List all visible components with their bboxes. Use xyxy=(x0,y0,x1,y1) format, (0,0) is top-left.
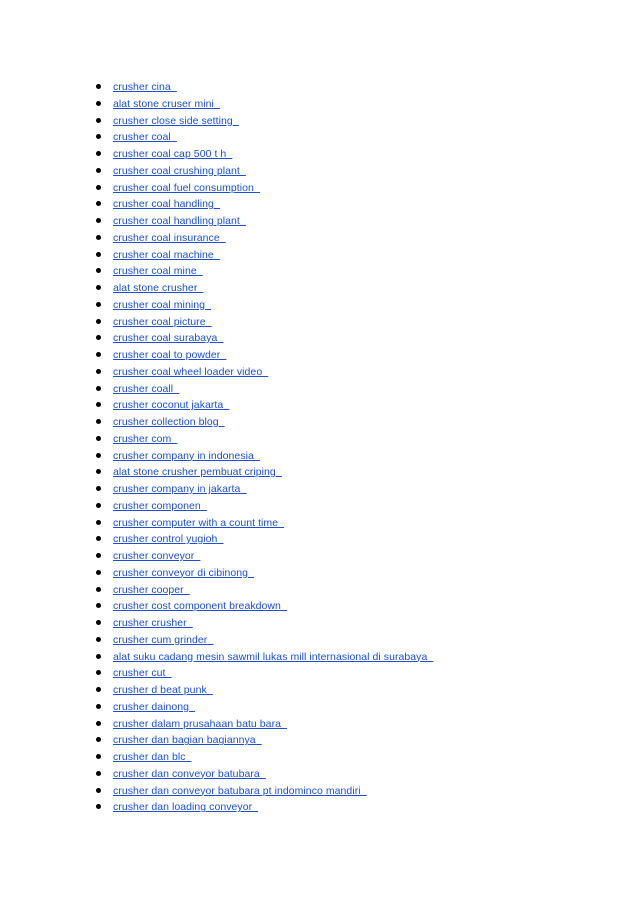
list-link[interactable]: crusher coal handling xyxy=(113,198,214,211)
list-link[interactable]: crusher cut xyxy=(113,667,166,680)
bullet-icon xyxy=(96,704,101,709)
list-item xyxy=(96,296,433,313)
list-link[interactable]: crusher coal insurance xyxy=(113,231,220,244)
bullet-icon xyxy=(96,235,101,240)
bullet-icon xyxy=(96,654,101,659)
list-item xyxy=(96,731,433,748)
list-link[interactable]: crusher coal fuel consumption xyxy=(113,181,254,194)
list-item xyxy=(96,597,433,614)
bullet-icon xyxy=(96,469,101,474)
list-item xyxy=(96,581,433,598)
list-link[interactable]: alat stone crusher xyxy=(113,282,198,294)
list-item xyxy=(96,262,433,279)
list-item xyxy=(96,380,433,397)
list-link[interactable]: crusher coconut jakarta xyxy=(113,399,224,412)
list-item xyxy=(96,212,433,229)
list-link[interactable]: crusher coal machine xyxy=(113,248,214,261)
list-link[interactable]: crusher control yugioh xyxy=(113,533,218,546)
bullet-icon xyxy=(96,218,101,223)
bullet-icon xyxy=(96,453,101,458)
list-link[interactable]: crusher coal xyxy=(113,131,171,144)
bullet-icon xyxy=(96,536,101,541)
bullet-icon xyxy=(96,335,101,340)
bullet-icon xyxy=(96,436,101,441)
bullet-icon xyxy=(96,302,101,307)
list-link[interactable]: crusher cost component breakdown xyxy=(113,600,281,613)
list-item xyxy=(96,497,433,514)
list-link[interactable]: crusher coal to powder xyxy=(113,349,221,361)
bullet-icon xyxy=(96,386,101,391)
list-item xyxy=(96,681,433,698)
list-item xyxy=(96,313,433,330)
bullet-icon xyxy=(96,84,101,89)
list-link[interactable]: crusher d beat punk xyxy=(113,684,207,696)
list-link[interactable]: crusher coal surabaya xyxy=(113,332,218,345)
list-link[interactable]: crusher componen xyxy=(113,499,201,512)
list-item xyxy=(96,447,433,464)
list-item xyxy=(96,78,433,95)
list-item xyxy=(96,112,433,129)
list-item xyxy=(96,530,433,547)
bullet-icon xyxy=(96,151,101,156)
list-item xyxy=(96,430,433,447)
list-link[interactable]: crusher coal cap 500 t h xyxy=(113,148,227,160)
list-link[interactable]: crusher collection blog xyxy=(113,416,219,428)
list-link[interactable]: crusher conveyor di cibinong xyxy=(113,566,249,579)
list-item xyxy=(96,179,433,196)
list-link[interactable]: crusher crusher xyxy=(113,617,187,629)
list-link[interactable]: crusher dan conveyor batubara xyxy=(113,767,260,780)
bullet-icon xyxy=(96,587,101,592)
list-link[interactable]: crusher close side setting xyxy=(113,114,233,127)
list-item xyxy=(96,413,433,430)
bullet-icon xyxy=(96,118,101,123)
bullet-icon xyxy=(96,637,101,642)
list-link[interactable]: crusher coal wheel loader video xyxy=(113,365,263,378)
list-link[interactable]: alat stone crusher pembuat criping xyxy=(113,466,276,479)
list-item xyxy=(96,145,433,162)
list-item xyxy=(96,279,433,296)
list-link[interactable]: crusher coal picture xyxy=(113,315,206,328)
list-item xyxy=(96,162,433,179)
list-link[interactable]: crusher coal mining xyxy=(113,298,205,311)
bullet-icon xyxy=(96,101,101,106)
list-item xyxy=(96,396,433,413)
list-item xyxy=(96,631,433,648)
bullet-icon xyxy=(96,352,101,357)
bullet-icon xyxy=(96,503,101,508)
bullet-icon xyxy=(96,185,101,190)
bullet-icon xyxy=(96,319,101,324)
list-link[interactable]: crusher coal crushing plant xyxy=(113,164,240,177)
bullet-icon xyxy=(96,737,101,742)
list-item xyxy=(96,195,433,212)
bullet-icon xyxy=(96,670,101,675)
bullet-icon xyxy=(96,620,101,625)
list-item xyxy=(96,782,433,799)
bullet-icon xyxy=(96,570,101,575)
bullet-icon xyxy=(96,553,101,558)
list-link[interactable]: crusher coall xyxy=(113,382,174,395)
bullet-icon xyxy=(96,804,101,809)
list-link[interactable]: crusher cum grinder xyxy=(113,633,208,646)
bullet-icon xyxy=(96,687,101,692)
list-link[interactable]: crusher computer with a count time xyxy=(113,516,279,529)
list-item xyxy=(96,765,433,782)
list-item xyxy=(96,128,433,145)
list-link[interactable]: crusher cina xyxy=(113,81,171,93)
list-link[interactable]: crusher company in jakarta xyxy=(113,483,241,495)
list-item xyxy=(96,648,433,665)
list-link[interactable]: crusher com xyxy=(113,432,172,445)
list-item xyxy=(96,547,433,564)
bullet-icon xyxy=(96,754,101,759)
list-item xyxy=(96,246,433,263)
list-link[interactable]: crusher dan conveyor batubara pt indominco mandiri xyxy=(113,784,361,797)
list-item xyxy=(96,798,433,815)
list-link[interactable]: crusher dan loading conveyor xyxy=(113,801,253,814)
list-item xyxy=(96,698,433,715)
bullet-icon xyxy=(96,168,101,173)
list-item xyxy=(96,346,433,363)
list-link[interactable]: crusher dan bagian bagiannya xyxy=(113,734,256,747)
bullet-icon xyxy=(96,486,101,491)
bullet-icon xyxy=(96,402,101,407)
list-link[interactable]: crusher dainong xyxy=(113,700,190,713)
list-item xyxy=(96,664,433,681)
link-list xyxy=(96,78,433,815)
list-link[interactable]: alat suku cadang mesin sawmil lukas mill internasional di surabaya xyxy=(113,650,428,663)
bullet-icon xyxy=(96,771,101,776)
list-link[interactable]: crusher conveyor xyxy=(113,550,195,562)
list-item xyxy=(96,564,433,581)
list-link[interactable]: crusher coal mine xyxy=(113,265,197,278)
list-item xyxy=(96,95,433,112)
bullet-icon xyxy=(96,268,101,273)
list-item xyxy=(96,514,433,531)
list-item xyxy=(96,229,433,246)
list-item xyxy=(96,363,433,380)
bullet-icon xyxy=(96,721,101,726)
bullet-icon xyxy=(96,788,101,793)
bullet-icon xyxy=(96,134,101,139)
list-link[interactable]: crusher dan blc xyxy=(113,751,186,763)
bullet-icon xyxy=(96,419,101,424)
bullet-icon xyxy=(96,520,101,525)
list-item xyxy=(96,480,433,497)
list-link[interactable]: alat stone cruser mini xyxy=(113,97,214,110)
list-item xyxy=(96,748,433,765)
list-item xyxy=(96,614,433,631)
list-item xyxy=(96,715,433,732)
bullet-icon xyxy=(96,603,101,608)
bullet-icon xyxy=(96,369,101,374)
list-link[interactable]: crusher dalam prusahaan batu bara xyxy=(113,717,282,730)
list-link[interactable]: crusher cooper xyxy=(113,583,184,596)
bullet-icon xyxy=(96,201,101,206)
list-link[interactable]: crusher company in indonesia xyxy=(113,449,254,462)
bullet-icon xyxy=(96,285,101,290)
list-item xyxy=(96,463,433,480)
bullet-icon xyxy=(96,252,101,257)
list-item xyxy=(96,329,433,346)
list-link[interactable]: crusher coal handling plant xyxy=(113,215,240,227)
